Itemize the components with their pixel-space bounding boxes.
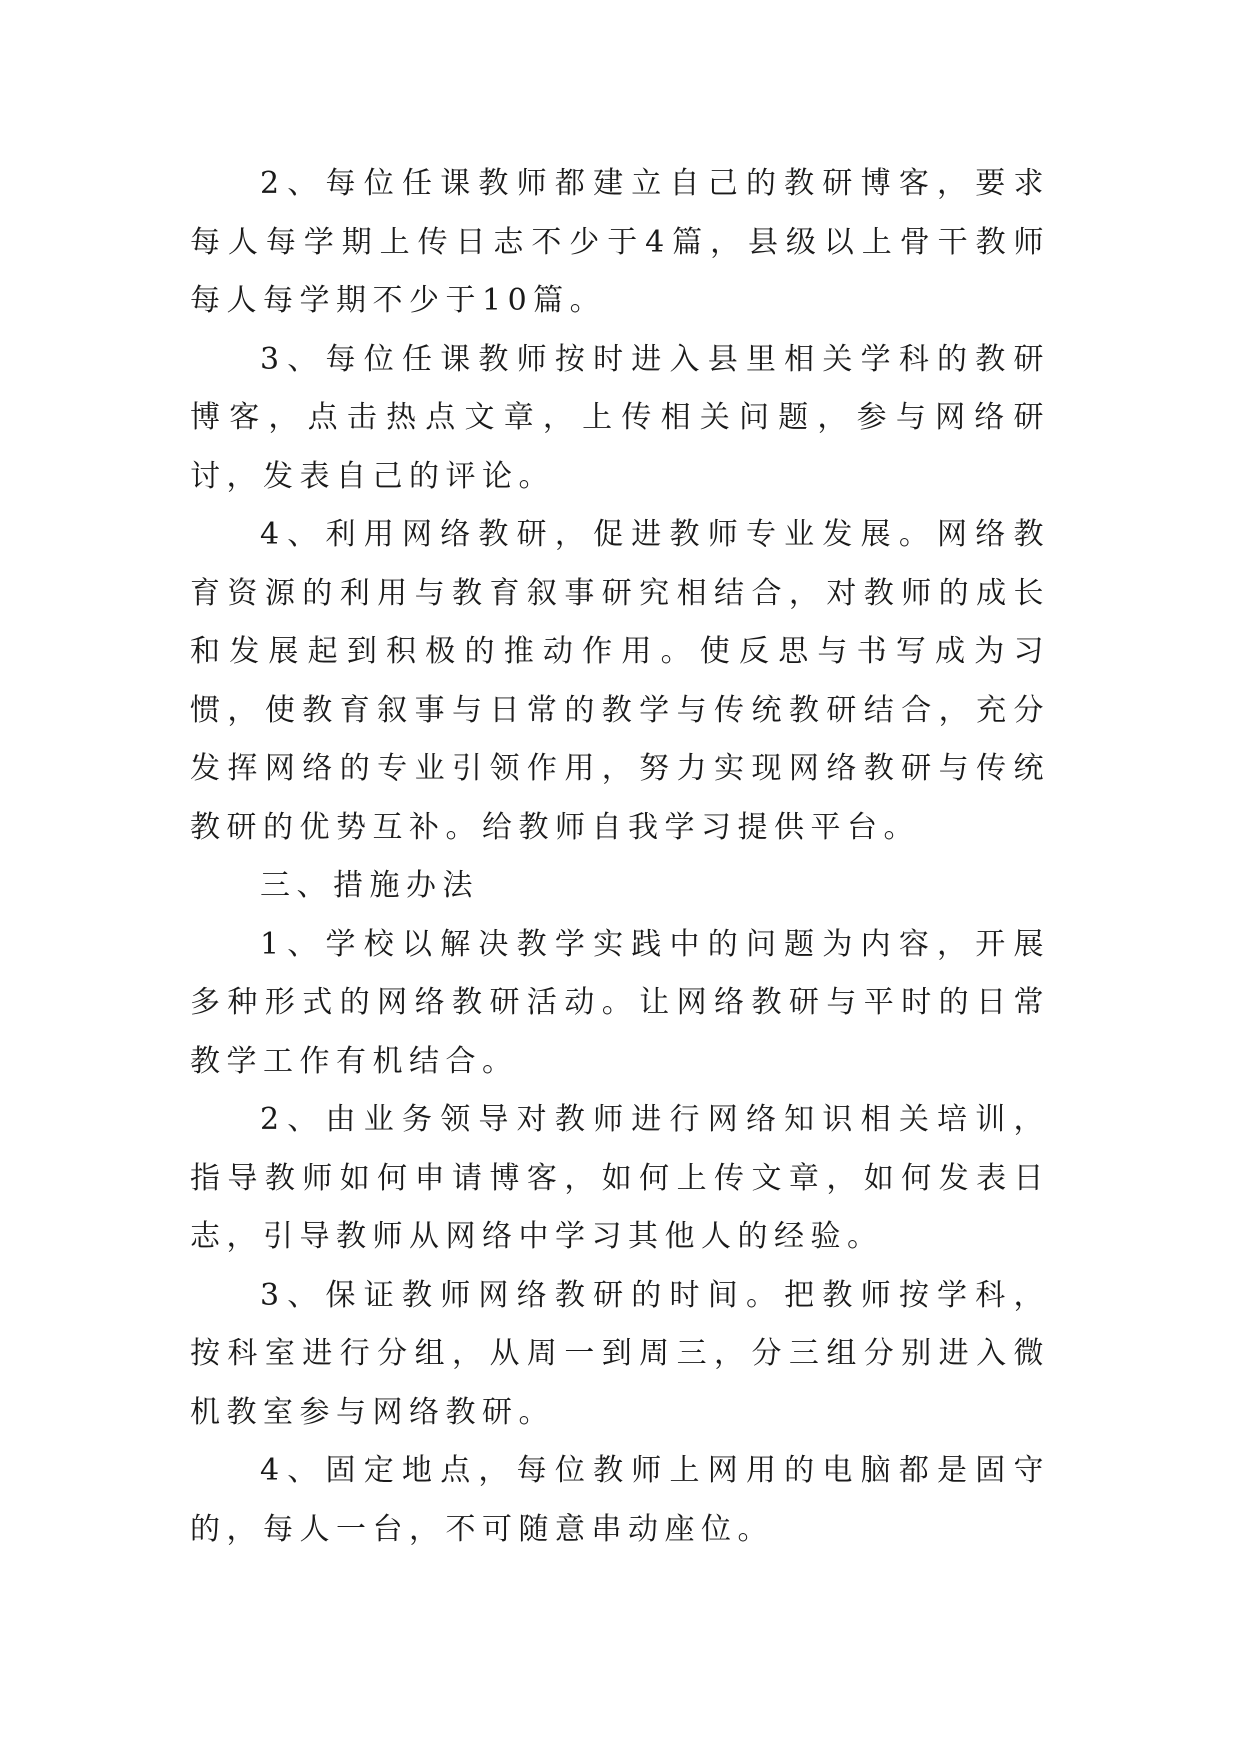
paragraph-4: 4、利用网络教研，促进教师专业发展。网络教育资源的利用与教育叙事研究相结合，对教师的成长和发展起到积极的推动作用。使反思与书写成为习惯，使教育叙事与日常的教学与传统教研结合，充分发挥网络的专业引领作用，努力实现网络教研与传统教研的优势互补。给教师自我学习提供平台。 (190, 517, 1050, 845)
measure-3: 3、保证教师网络教研的时间。把教师按学科，按科室进行分组，从周一到周三，分三组分别进入微机教室参与网络教研。 (190, 1277, 1050, 1430)
paragraph-3: 3、每位任课教师按时进入县里相关学科的教研博客，点击热点文章，上传相关问题，参与网络研讨，发表自己的评论。 (190, 341, 1050, 494)
measure-4: 4、固定地点，每位教师上网用的电脑都是固守的，每人一台，不可随意串动座位。 (190, 1453, 1050, 1547)
measure-2: 2、由业务领导对教师进行网络知识相关培训，指导教师如何申请博客，如何上传文章，如何发表日志，引导教师从网络中学习其他人的经验。 (190, 1102, 1050, 1254)
document-body (190, 155, 1050, 1559)
measure-1: 1、学校以解决教学实践中的问题为内容，开展多种形式的网络教研活动。让网络教研与平时的日常教学工作有机结合。 (190, 926, 1050, 1079)
section-heading: 三、措施办法 (260, 868, 479, 903)
paragraph-2: 2、每位任课教师都建立自己的教研博客，要求每人每学期上传日志不少于4篇，县级以上骨干教师每人每学期不少于10篇。 (190, 166, 1050, 318)
